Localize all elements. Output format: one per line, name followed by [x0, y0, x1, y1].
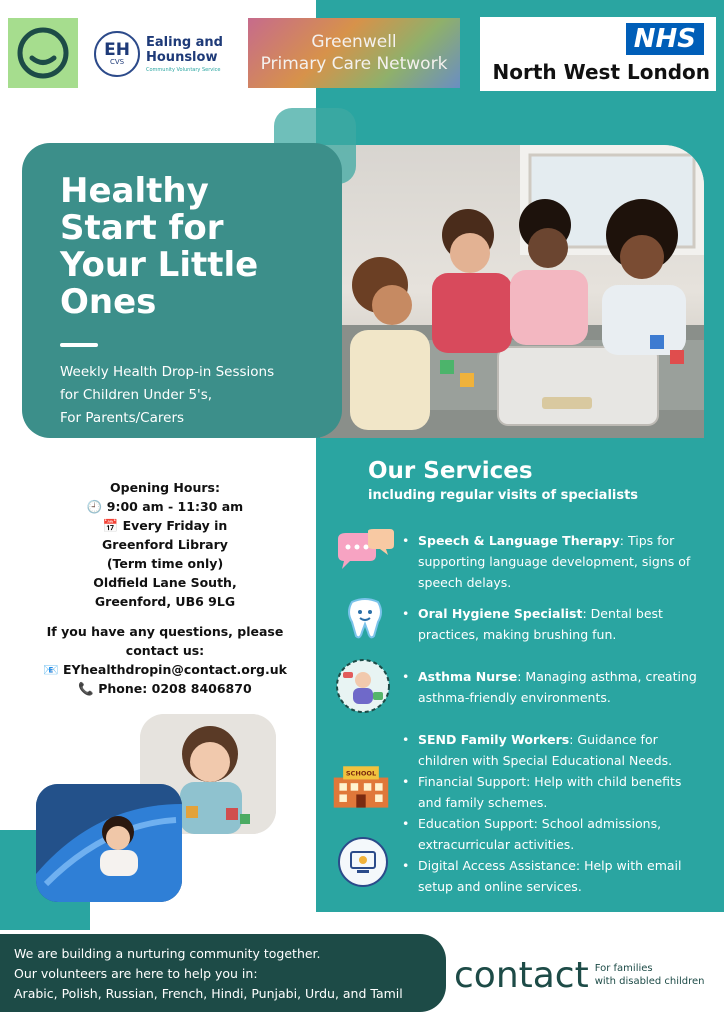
- service-oral-hygiene: [400, 603, 700, 645]
- asthma-nurse-icon: [332, 658, 394, 714]
- ehcvs-cvs: CVS: [109, 58, 125, 66]
- service-desc: : Managing asthma, creating asthma-friendly environments.: [418, 669, 697, 705]
- opening-hours: [20, 478, 310, 611]
- nhs-logo: [480, 17, 716, 91]
- services-subtitle: including regular visits of specialists: [368, 488, 639, 503]
- services-header: [368, 456, 708, 506]
- contact-phone[interactable]: 📞 Phone: 0208 8406870: [78, 681, 252, 696]
- ehcvs-circle-mark: [94, 31, 140, 77]
- service-asthma: [400, 666, 700, 708]
- footer-languages-card: [0, 934, 446, 1012]
- hero-sub-line2: for Children Under 5's,: [60, 387, 213, 403]
- slide-photo-illustration: [36, 784, 182, 902]
- contact-tag1: For families: [594, 963, 653, 974]
- nhs-mark: NHS: [626, 23, 704, 55]
- hero-sub-line1: Weekly Health Drop-in Sessions: [60, 364, 275, 380]
- service-desc: Education Support: School admissions, extracurricular activities.: [418, 816, 662, 852]
- service-desc: Digital Access Assistance: Help with email setup and online services.: [418, 858, 682, 894]
- service-send: [400, 729, 700, 771]
- service-speech: [400, 530, 700, 593]
- school-sign: SCHOOL: [345, 769, 377, 778]
- ealing-hounslow-cvs-logo: [94, 28, 234, 80]
- footer-line1: We are building a nurturing community together.: [14, 946, 321, 961]
- service-desc: : Tips for supporting language development, signs of speech delays.: [418, 533, 691, 590]
- hero-title: Healthy Start for Your Little Ones: [60, 171, 259, 322]
- service-desc: : Dental best practices, making brushing fun.: [418, 606, 663, 642]
- services-title: Our Services: [368, 458, 533, 484]
- service-digital: [400, 855, 700, 897]
- ehcvs-tag: Community Voluntary Service: [146, 67, 221, 73]
- service-name: Asthma Nurse: [418, 669, 518, 684]
- hours-day: 📅 Every Friday in Greenford Library: [102, 518, 228, 552]
- hours-term: (Term time only): [106, 556, 224, 571]
- contact-tag2: with disabled children: [594, 976, 705, 987]
- service-name: Oral Hygiene Specialist: [418, 606, 583, 621]
- ehcvs-mark: EH: [104, 40, 130, 60]
- speech-bubbles-icon: [334, 526, 396, 582]
- contact-question2: contact us:: [125, 643, 205, 658]
- contact-charity-logo: [454, 950, 716, 1000]
- baby-on-slide-photo: [36, 784, 182, 902]
- hero-divider: [60, 343, 98, 347]
- school-building-icon: [330, 758, 392, 814]
- contact-details: [20, 622, 310, 698]
- service-financial: [400, 771, 700, 813]
- hours-address1: Oldfield Lane South,: [93, 575, 237, 590]
- children-playing-photo: [320, 145, 704, 438]
- service-education: [400, 813, 700, 855]
- service-name: Speech & Language Therapy: [418, 533, 620, 548]
- service-desc: : Guidance for children with Special Educational Needs.: [418, 732, 673, 768]
- service-group-send: [400, 729, 700, 897]
- hours-address2: Greenford, UB6 9LG: [94, 594, 236, 609]
- hero-card: [22, 143, 342, 438]
- hero-sub-line3: For Parents/Carers: [60, 410, 185, 426]
- nhs-region: North West London: [492, 60, 710, 84]
- hours-time: 🕘 9:00 am - 11:30 am: [86, 499, 244, 514]
- contact-question1: If you have any questions, please: [46, 624, 284, 639]
- greenwell-line2: Primary Care Network: [260, 54, 448, 74]
- hours-heading: Opening Hours:: [110, 480, 220, 495]
- hero-subtitle: [60, 361, 322, 430]
- smile-logo: [8, 18, 78, 88]
- footer-line2: Our volunteers are here to help you in:: [14, 966, 258, 981]
- service-desc: Financial Support: Help with child benefits and family schemes.: [418, 774, 682, 810]
- footer-line3: Arabic, Polish, Russian, French, Hindi, Punjabi, Urdu, and Tamil: [14, 986, 403, 1001]
- smile-icon: [15, 25, 71, 81]
- service-name: SEND Family Workers: [418, 732, 570, 747]
- greenwell-pcn-logo: [248, 18, 460, 88]
- ehcvs-line2: Hounslow: [146, 50, 218, 65]
- children-photo-illustration: [320, 145, 704, 438]
- digital-access-icon: [332, 834, 394, 890]
- tooth-icon: [334, 590, 396, 646]
- contact-email[interactable]: 📧 EYhealthdropin@contact.org.uk: [43, 662, 287, 677]
- ehcvs-line1: Ealing and: [146, 35, 223, 50]
- greenwell-line1: Greenwell: [311, 32, 397, 52]
- contact-tagline: [595, 962, 705, 988]
- contact-brand: contact: [454, 954, 589, 996]
